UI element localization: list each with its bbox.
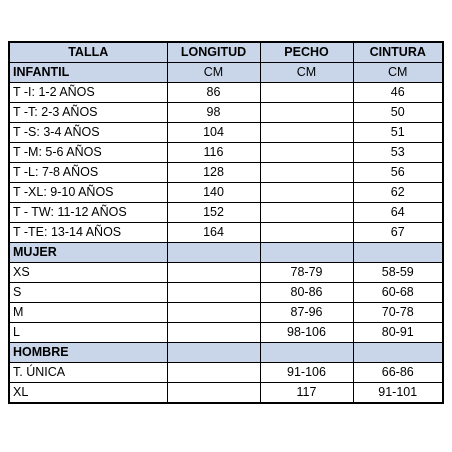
measurement-cell: 128 bbox=[167, 163, 260, 183]
table-row bbox=[9, 383, 443, 404]
measurement-cell: 140 bbox=[167, 183, 260, 203]
header-talla: TALLA bbox=[9, 42, 167, 63]
measurement-cell: 70-78 bbox=[353, 303, 443, 323]
size-label-cell: T -TE: 13-14 AÑOS bbox=[9, 223, 167, 243]
section-unit-cell: CM bbox=[260, 63, 353, 83]
measurement-cell: 50 bbox=[353, 103, 443, 123]
measurement-cell bbox=[260, 203, 353, 223]
measurement-cell bbox=[260, 223, 353, 243]
header-cintura: CINTURA bbox=[353, 42, 443, 63]
measurement-cell bbox=[167, 363, 260, 383]
table-row bbox=[9, 263, 443, 283]
table-row bbox=[9, 363, 443, 383]
size-label-cell: T -XL: 9-10 AÑOS bbox=[9, 183, 167, 203]
measurement-cell: 62 bbox=[353, 183, 443, 203]
measurement-cell: 98-106 bbox=[260, 323, 353, 343]
measurement-cell bbox=[260, 183, 353, 203]
section-unit-cell bbox=[167, 243, 260, 263]
measurement-cell: 58-59 bbox=[353, 263, 443, 283]
section-unit-cell bbox=[260, 343, 353, 363]
size-label-cell: T -S: 3-4 AÑOS bbox=[9, 123, 167, 143]
measurement-cell: 91-106 bbox=[260, 363, 353, 383]
size-label-cell: XS bbox=[9, 263, 167, 283]
measurement-cell: 152 bbox=[167, 203, 260, 223]
measurement-cell: 87-96 bbox=[260, 303, 353, 323]
measurement-cell: 80-91 bbox=[353, 323, 443, 343]
measurement-cell: 66-86 bbox=[353, 363, 443, 383]
measurement-cell: 104 bbox=[167, 123, 260, 143]
measurement-cell bbox=[167, 283, 260, 303]
measurement-cell bbox=[260, 83, 353, 103]
measurement-cell: 53 bbox=[353, 143, 443, 163]
table-row bbox=[9, 163, 443, 183]
size-chart-table bbox=[8, 41, 444, 404]
section-unit-cell: CM bbox=[353, 63, 443, 83]
measurement-cell bbox=[260, 103, 353, 123]
table-row bbox=[9, 283, 443, 303]
measurement-cell: 64 bbox=[353, 203, 443, 223]
section-unit-cell bbox=[167, 343, 260, 363]
header-pecho: PECHO bbox=[260, 42, 353, 63]
section-title-hombre: HOMBRE bbox=[9, 343, 167, 363]
table-row bbox=[9, 323, 443, 343]
size-label-cell: T - TW: 11-12 AÑOS bbox=[9, 203, 167, 223]
section-row-mujer bbox=[9, 243, 443, 263]
measurement-cell bbox=[167, 323, 260, 343]
measurement-cell: 60-68 bbox=[353, 283, 443, 303]
size-label-cell: T -I: 1-2 AÑOS bbox=[9, 83, 167, 103]
table-row bbox=[9, 123, 443, 143]
header-longitud: LONGITUD bbox=[167, 42, 260, 63]
measurement-cell: 67 bbox=[353, 223, 443, 243]
size-label-cell: T -L: 7-8 AÑOS bbox=[9, 163, 167, 183]
size-label-cell: XL bbox=[9, 383, 167, 404]
section-unit-cell: CM bbox=[167, 63, 260, 83]
measurement-cell: 98 bbox=[167, 103, 260, 123]
measurement-cell: 56 bbox=[353, 163, 443, 183]
section-unit-cell bbox=[353, 243, 443, 263]
table-row bbox=[9, 203, 443, 223]
table-row bbox=[9, 83, 443, 103]
table-row bbox=[9, 223, 443, 243]
section-row-hombre bbox=[9, 343, 443, 363]
measurement-cell bbox=[167, 303, 260, 323]
measurement-cell: 46 bbox=[353, 83, 443, 103]
section-row-infantil bbox=[9, 63, 443, 83]
measurement-cell: 116 bbox=[167, 143, 260, 163]
table-row bbox=[9, 143, 443, 163]
size-label-cell: T -M: 5-6 AÑOS bbox=[9, 143, 167, 163]
table-body bbox=[9, 63, 443, 404]
section-title-mujer: MUJER bbox=[9, 243, 167, 263]
measurement-cell bbox=[260, 163, 353, 183]
size-label-cell: L bbox=[9, 323, 167, 343]
measurement-cell: 164 bbox=[167, 223, 260, 243]
section-unit-cell bbox=[260, 243, 353, 263]
size-label-cell: M bbox=[9, 303, 167, 323]
size-label-cell: T -T: 2-3 AÑOS bbox=[9, 103, 167, 123]
measurement-cell: 117 bbox=[260, 383, 353, 404]
header-row bbox=[9, 42, 443, 63]
measurement-cell bbox=[167, 263, 260, 283]
measurement-cell bbox=[260, 143, 353, 163]
table-row bbox=[9, 183, 443, 203]
section-unit-cell bbox=[353, 343, 443, 363]
measurement-cell: 78-79 bbox=[260, 263, 353, 283]
measurement-cell: 80-86 bbox=[260, 283, 353, 303]
size-label-cell: T. ÚNICA bbox=[9, 363, 167, 383]
table-row bbox=[9, 303, 443, 323]
measurement-cell bbox=[167, 383, 260, 404]
section-title-infantil: INFANTIL bbox=[9, 63, 167, 83]
size-label-cell: S bbox=[9, 283, 167, 303]
measurement-cell: 51 bbox=[353, 123, 443, 143]
measurement-cell bbox=[260, 123, 353, 143]
table-row bbox=[9, 103, 443, 123]
measurement-cell: 91-101 bbox=[353, 383, 443, 404]
measurement-cell: 86 bbox=[167, 83, 260, 103]
